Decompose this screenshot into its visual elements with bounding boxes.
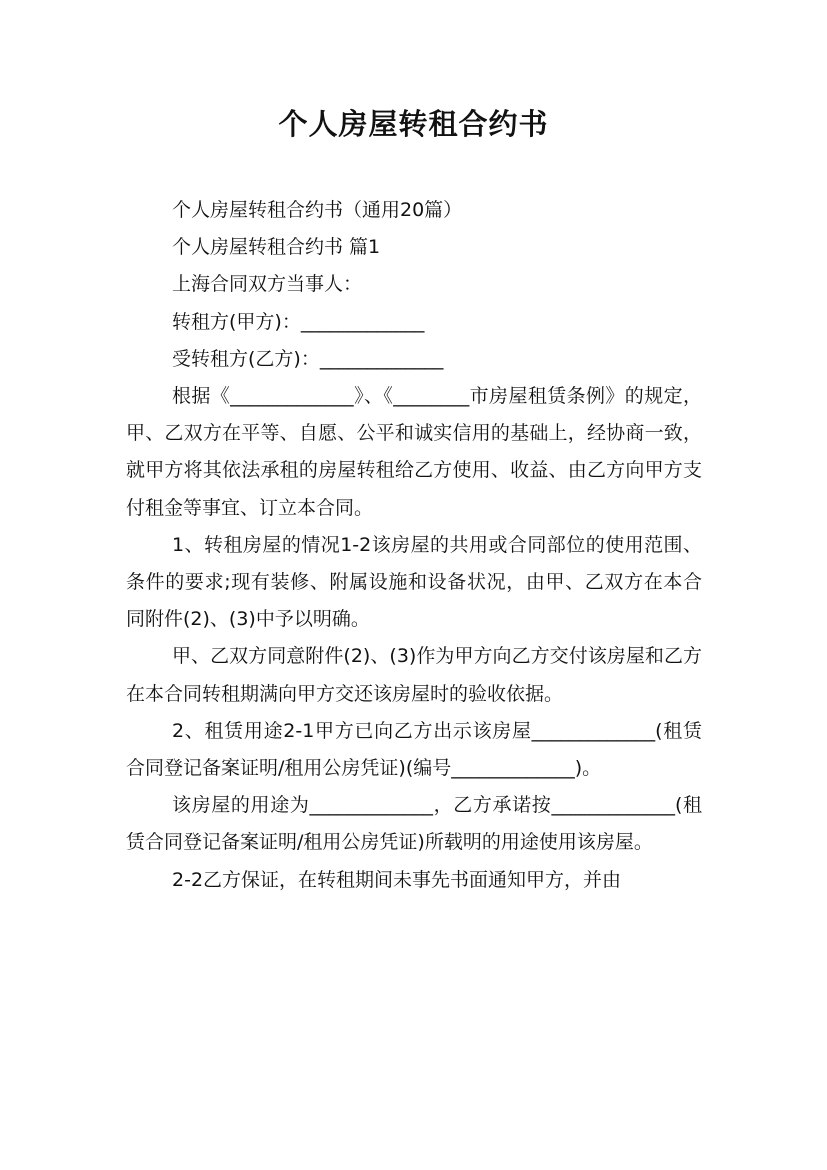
document-title: 个人房屋转租合约书 — [278, 107, 549, 141]
paragraph-clause-2-1: 2、租赁用途2-1甲方已向乙方出示该房屋_____________(租赁合同登记备案证明/租用公房凭证)(编号_____________)。 — [126, 719, 702, 780]
paragraph-party-b: 受转租方(乙方)：_____________ — [172, 347, 444, 370]
paragraph-party-a: 转租方(甲方)：_____________ — [172, 310, 425, 333]
paragraph-clause-2-1-usage: 该房屋的用途为_____________，乙方承诺按_____________(租赁合同登记备案证明/租用公房凭证)所载明的用途使用该房屋。 — [126, 794, 702, 854]
paragraph-subtitle: 个人房屋转租合约书（通用20篇） — [172, 199, 463, 221]
document-body — [126, 192, 702, 899]
paragraph-parties-heading: 上海合同双方当事人： — [172, 273, 363, 296]
paragraph-preamble: 根据《_____________》、《________市房屋租赁条例》的规定，甲、乙双方在平等、自愿、公平和诚实信用的基础上，经协商一致，就甲方将其依法承租的房屋转租给乙方使用、收益、由乙方向甲方支付租金等事宜、订立本合同。 — [126, 385, 702, 519]
paragraph-section-heading: 个人房屋转租合约书 篇1 — [172, 236, 381, 259]
paragraph-clause-2-2: 2-2乙方保证，在转租期间未事先书面通知甲方，并由 — [172, 868, 622, 891]
paragraph-clause-1: 1、转租房屋的情况1-2该房屋的共用或合同部位的使用范围、条件的要求;现有装修、附属设施和设备状况，由甲、乙双方在本合同附件(2)、(3)中予以明确。 — [126, 533, 702, 631]
paragraph-clause-1-annex: 甲、乙双方同意附件(2)、(3)作为甲方向乙方交付该房屋和乙方在本合同转租期满向甲方交还该房屋时的验收依据。 — [126, 645, 702, 705]
